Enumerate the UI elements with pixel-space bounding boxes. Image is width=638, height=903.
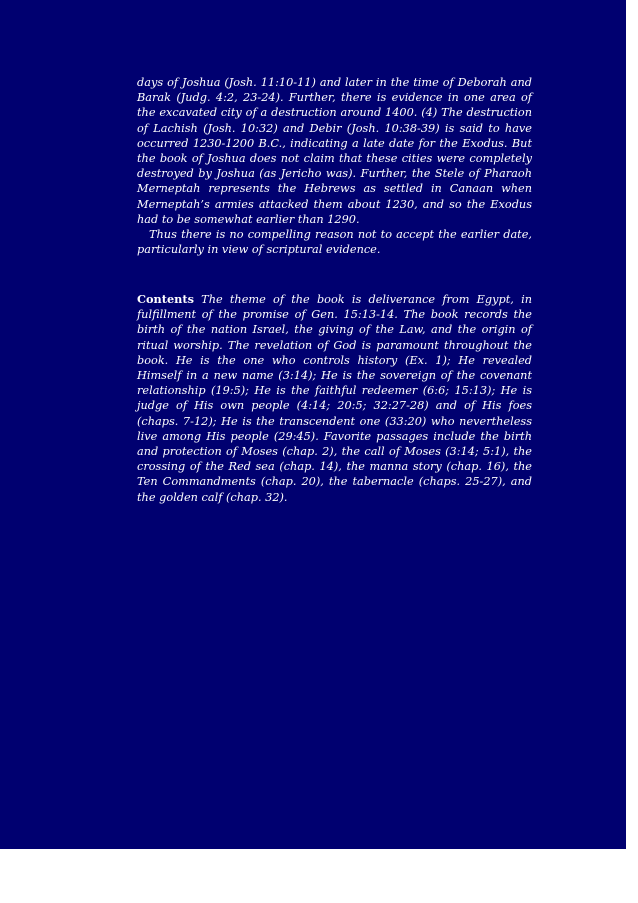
contents-paragraph: [137, 292, 532, 505]
contents-body: The theme of the book is deliverance from Egypt, in fulfillment of the promise of Gen. 15:13-14. The book records the birth of the nation Israel, the giving of the Law, and the origin of ritual worship. The revelation of God is paramount throughout the book. He is the one who controls history (Ex. 1); He revealed Himself in a new name (3:14); He is the sovereign of the covenant relationship (19:5); He is the faithful redeemer (6:6; 15:13); He is judge of His own people (4:14; 20:5; 32:27-28) and of His foes (chaps. 7-12); He is the transcendent one (33:20) who nevertheless live among His people (29:45). Favorite passages include the birth and protection of Moses (chap. 2), the call of Moses (3:14; 5:1), the crossing of the Red sea (chap. 14), the manna story (chap. 16), the Ten Commandments (chap. 20), the tabernacle (chaps. 25-27), and the golden calf (chap. 32).: [137, 293, 532, 504]
contents-heading: Contents: [137, 292, 194, 306]
contents-section: [137, 292, 532, 505]
conclusion-paragraph: Thus there is no compelling reason not to accept the earlier date, particularly in view of scriptural evidence.: [137, 228, 532, 257]
exodus-date-section: [137, 75, 532, 257]
date-argument-paragraph: days of Joshua (Josh. 11:10-11) and later in the time of Deborah and Barak (Judg. 4:2, 23-24). Further, there is evidence in one area of the excavated city of a destruction around 1400. (4) The destruction of Lachish (Josh. 10:32) and Debir (Josh. 10:38-39) is said to have occurred 1230-1200 B.C., indicating a late date for the Exodus. But the book of Joshua does not claim that these cities were completely destroyed by Joshua (as Jericho was). Further, the Stele of Pharaoh Merneptah represents the Hebrews as settled in Canaan when Merneptah’s armies attacked them about 1230, and so the Exodus had to be somewhat earlier than 1290.: [137, 76, 532, 226]
